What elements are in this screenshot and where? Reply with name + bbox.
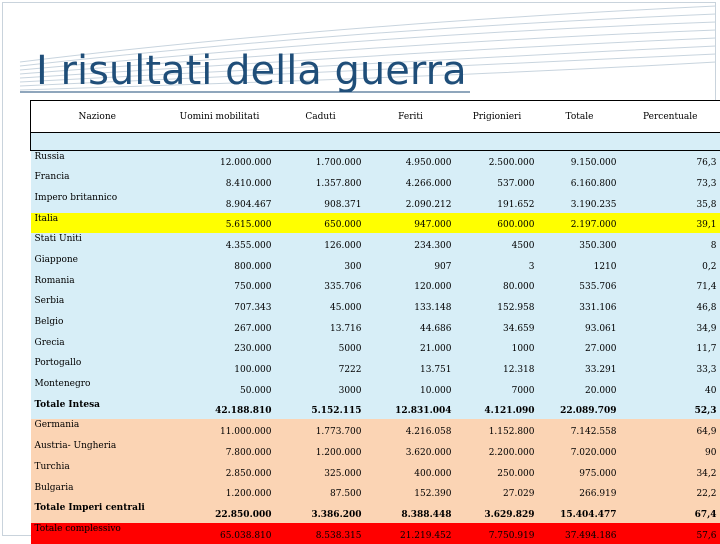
cell-totale: 93.061 (539, 316, 621, 337)
page-title: I risultati della guerra (36, 48, 467, 94)
cell-percentuale: 76,3 (621, 151, 720, 172)
cell-feriti: 4.266.000 (366, 171, 456, 192)
cell-prigionieri: 1.152.800 (456, 419, 539, 440)
cell-caduti: 325.000 (276, 461, 366, 482)
cell-totale: 3.190.235 (539, 192, 621, 213)
cell-feriti: 400.000 (366, 461, 456, 482)
cell-nazione: Impero britannico (31, 192, 164, 213)
cell-percentuale: 8 (621, 233, 720, 254)
cell-caduti: 5.152.115 (276, 399, 366, 420)
cell-feriti: 120.000 (366, 275, 456, 296)
cell-totale: 331.106 (539, 295, 621, 316)
table-row (31, 399, 720, 420)
cell-totale: 7.020.000 (539, 440, 621, 461)
cell-uomini: 8.410.000 (164, 171, 276, 192)
cell-caduti: 1.200.000 (276, 440, 366, 461)
cell-uomini: 5.615.000 (164, 213, 276, 234)
cell-totale: 266.919 (539, 482, 621, 503)
cell-uomini: 22.850.000 (164, 502, 276, 523)
cell-feriti: 3.620.000 (366, 440, 456, 461)
cell-totale: 975.000 (539, 461, 621, 482)
cell-caduti: 1.700.000 (276, 151, 366, 172)
cell-nazione: Belgio (31, 316, 164, 337)
cell-uomini: 7.800.000 (164, 440, 276, 461)
cell-uomini: 267.000 (164, 316, 276, 337)
cell-nazione: Totale complessivo (31, 523, 164, 544)
cell-totale: 37.494.186 (539, 523, 621, 544)
cell-feriti: 8.388.448 (366, 502, 456, 523)
cell-caduti: 7222 (276, 357, 366, 378)
cell-nazione: Turchia (31, 461, 164, 482)
cell-feriti: 10.000 (366, 378, 456, 399)
cell-uomini: 230.000 (164, 337, 276, 358)
cell-prigionieri: 4500 (456, 233, 539, 254)
cell-feriti: 234.300 (366, 233, 456, 254)
table-row (31, 419, 720, 440)
cell-caduti: 13.716 (276, 316, 366, 337)
table-spacer-row (31, 133, 720, 151)
cell-nazione: Italia (31, 213, 164, 234)
cell-caduti: 1.357.800 (276, 171, 366, 192)
cell-feriti: 4.950.000 (366, 151, 456, 172)
cell-caduti: 3.386.200 (276, 502, 366, 523)
cell-caduti: 300 (276, 254, 366, 275)
cell-prigionieri: 2.200.000 (456, 440, 539, 461)
cell-percentuale: 71,4 (621, 275, 720, 296)
cell-nazione: Stati Uniti (31, 233, 164, 254)
table-row (31, 461, 720, 482)
cell-percentuale: 64,9 (621, 419, 720, 440)
cell-percentuale: 34,9 (621, 316, 720, 337)
cell-percentuale: 90 (621, 440, 720, 461)
cell-percentuale: 0,2 (621, 254, 720, 275)
table-body (31, 151, 720, 544)
cell-totale: 350.300 (539, 233, 621, 254)
cell-nazione: Montenegro (31, 378, 164, 399)
table-row (31, 357, 720, 378)
cell-prigionieri: 3 (456, 254, 539, 275)
cell-percentuale: 22,2 (621, 482, 720, 503)
cell-totale: 7.142.558 (539, 419, 621, 440)
cell-totale: 20.000 (539, 378, 621, 399)
cell-uomini: 707.343 (164, 295, 276, 316)
table-header-row (31, 101, 720, 133)
cell-nazione: Portogallo (31, 357, 164, 378)
header-uomini-mobilitati: Uomini mobilitati (164, 101, 276, 133)
table-row (31, 171, 720, 192)
cell-prigionieri: 80.000 (456, 275, 539, 296)
cell-feriti: 12.831.004 (366, 399, 456, 420)
cell-uomini: 12.000.000 (164, 151, 276, 172)
cell-feriti: 133.148 (366, 295, 456, 316)
cell-caduti: 8.538.315 (276, 523, 366, 544)
table-row (31, 523, 720, 544)
cell-totale: 27.000 (539, 337, 621, 358)
cell-prigionieri: 3.629.829 (456, 502, 539, 523)
table-row (31, 482, 720, 503)
table-row (31, 192, 720, 213)
header-percentuale: Percentuale (621, 101, 720, 133)
cell-percentuale: 46,8 (621, 295, 720, 316)
cell-prigionieri: 7.750.919 (456, 523, 539, 544)
cell-totale: 15.404.477 (539, 502, 621, 523)
cell-uomini: 65.038.810 (164, 523, 276, 544)
cell-uomini: 4.355.000 (164, 233, 276, 254)
cell-feriti: 21.219.452 (366, 523, 456, 544)
cell-prigionieri: 1000 (456, 337, 539, 358)
header-caduti: Caduti (276, 101, 366, 133)
cell-caduti: 1.773.700 (276, 419, 366, 440)
cell-nazione: Giappone (31, 254, 164, 275)
cell-percentuale: 34,2 (621, 461, 720, 482)
cell-nazione: Romania (31, 275, 164, 296)
cell-uomini: 750.000 (164, 275, 276, 296)
cell-caduti: 908.371 (276, 192, 366, 213)
cell-prigionieri: 7000 (456, 378, 539, 399)
cell-prigionieri: 34.659 (456, 316, 539, 337)
cell-uomini: 1.200.000 (164, 482, 276, 503)
cell-nazione: Bulgaria (31, 482, 164, 503)
cell-nazione: Austria- Ungheria (31, 440, 164, 461)
table-row (31, 316, 720, 337)
cell-totale: 535.706 (539, 275, 621, 296)
cell-uomini: 8.904.467 (164, 192, 276, 213)
war-results-table (30, 100, 720, 544)
cell-feriti: 21.000 (366, 337, 456, 358)
cell-uomini: 11.000.000 (164, 419, 276, 440)
cell-totale: 1210 (539, 254, 621, 275)
table-row (31, 254, 720, 275)
cell-feriti: 947.000 (366, 213, 456, 234)
cell-prigionieri: 152.958 (456, 295, 539, 316)
cell-caduti: 650.000 (276, 213, 366, 234)
cell-nazione: Russia (31, 151, 164, 172)
cell-feriti: 13.751 (366, 357, 456, 378)
table-row (31, 440, 720, 461)
cell-prigionieri: 4.121.090 (456, 399, 539, 420)
cell-prigionieri: 191.652 (456, 192, 539, 213)
cell-caduti: 45.000 (276, 295, 366, 316)
cell-nazione: Grecia (31, 337, 164, 358)
cell-nazione: Francia (31, 171, 164, 192)
cell-percentuale: 57,6 (621, 523, 720, 544)
cell-percentuale: 52,3 (621, 399, 720, 420)
table-row (31, 275, 720, 296)
table-row (31, 295, 720, 316)
cell-totale: 22.089.709 (539, 399, 621, 420)
table-row (31, 151, 720, 172)
cell-percentuale: 39,1 (621, 213, 720, 234)
cell-feriti: 152.390 (366, 482, 456, 503)
cell-uomini: 50.000 (164, 378, 276, 399)
header-feriti: Feriti (366, 101, 456, 133)
cell-feriti: 4.216.058 (366, 419, 456, 440)
table-row (31, 233, 720, 254)
cell-prigionieri: 250.000 (456, 461, 539, 482)
cell-percentuale: 11,7 (621, 337, 720, 358)
cell-nazione: Totale Imperi centrali (31, 502, 164, 523)
cell-percentuale: 33,3 (621, 357, 720, 378)
cell-prigionieri: 600.000 (456, 213, 539, 234)
cell-nazione: Serbia (31, 295, 164, 316)
table-row (31, 337, 720, 358)
cell-nazione: Totale Intesa (31, 399, 164, 420)
cell-caduti: 126.000 (276, 233, 366, 254)
header-nazione: Nazione (31, 101, 164, 133)
cell-uomini: 2.850.000 (164, 461, 276, 482)
cell-totale: 6.160.800 (539, 171, 621, 192)
cell-percentuale: 73,3 (621, 171, 720, 192)
cell-totale: 9.150.000 (539, 151, 621, 172)
cell-caduti: 3000 (276, 378, 366, 399)
cell-prigionieri: 27.029 (456, 482, 539, 503)
table-row (31, 213, 720, 234)
cell-totale: 2.197.000 (539, 213, 621, 234)
cell-prigionieri: 537.000 (456, 171, 539, 192)
cell-feriti: 44.686 (366, 316, 456, 337)
cell-caduti: 335.706 (276, 275, 366, 296)
cell-caduti: 87.500 (276, 482, 366, 503)
header-totale: Totale (539, 101, 621, 133)
cell-feriti: 907 (366, 254, 456, 275)
cell-nazione: Germania (31, 419, 164, 440)
cell-uomini: 100.000 (164, 357, 276, 378)
table-row (31, 502, 720, 523)
cell-uomini: 42.188.810 (164, 399, 276, 420)
cell-prigionieri: 2.500.000 (456, 151, 539, 172)
cell-percentuale: 35,8 (621, 192, 720, 213)
table-row (31, 378, 720, 399)
cell-percentuale: 40 (621, 378, 720, 399)
cell-totale: 33.291 (539, 357, 621, 378)
cell-uomini: 800.000 (164, 254, 276, 275)
header-prigionieri: Prigionieri (456, 101, 539, 133)
cell-feriti: 2.090.212 (366, 192, 456, 213)
cell-prigionieri: 12.318 (456, 357, 539, 378)
cell-percentuale: 67,4 (621, 502, 720, 523)
cell-caduti: 5000 (276, 337, 366, 358)
table-spacer-cell (31, 133, 720, 151)
